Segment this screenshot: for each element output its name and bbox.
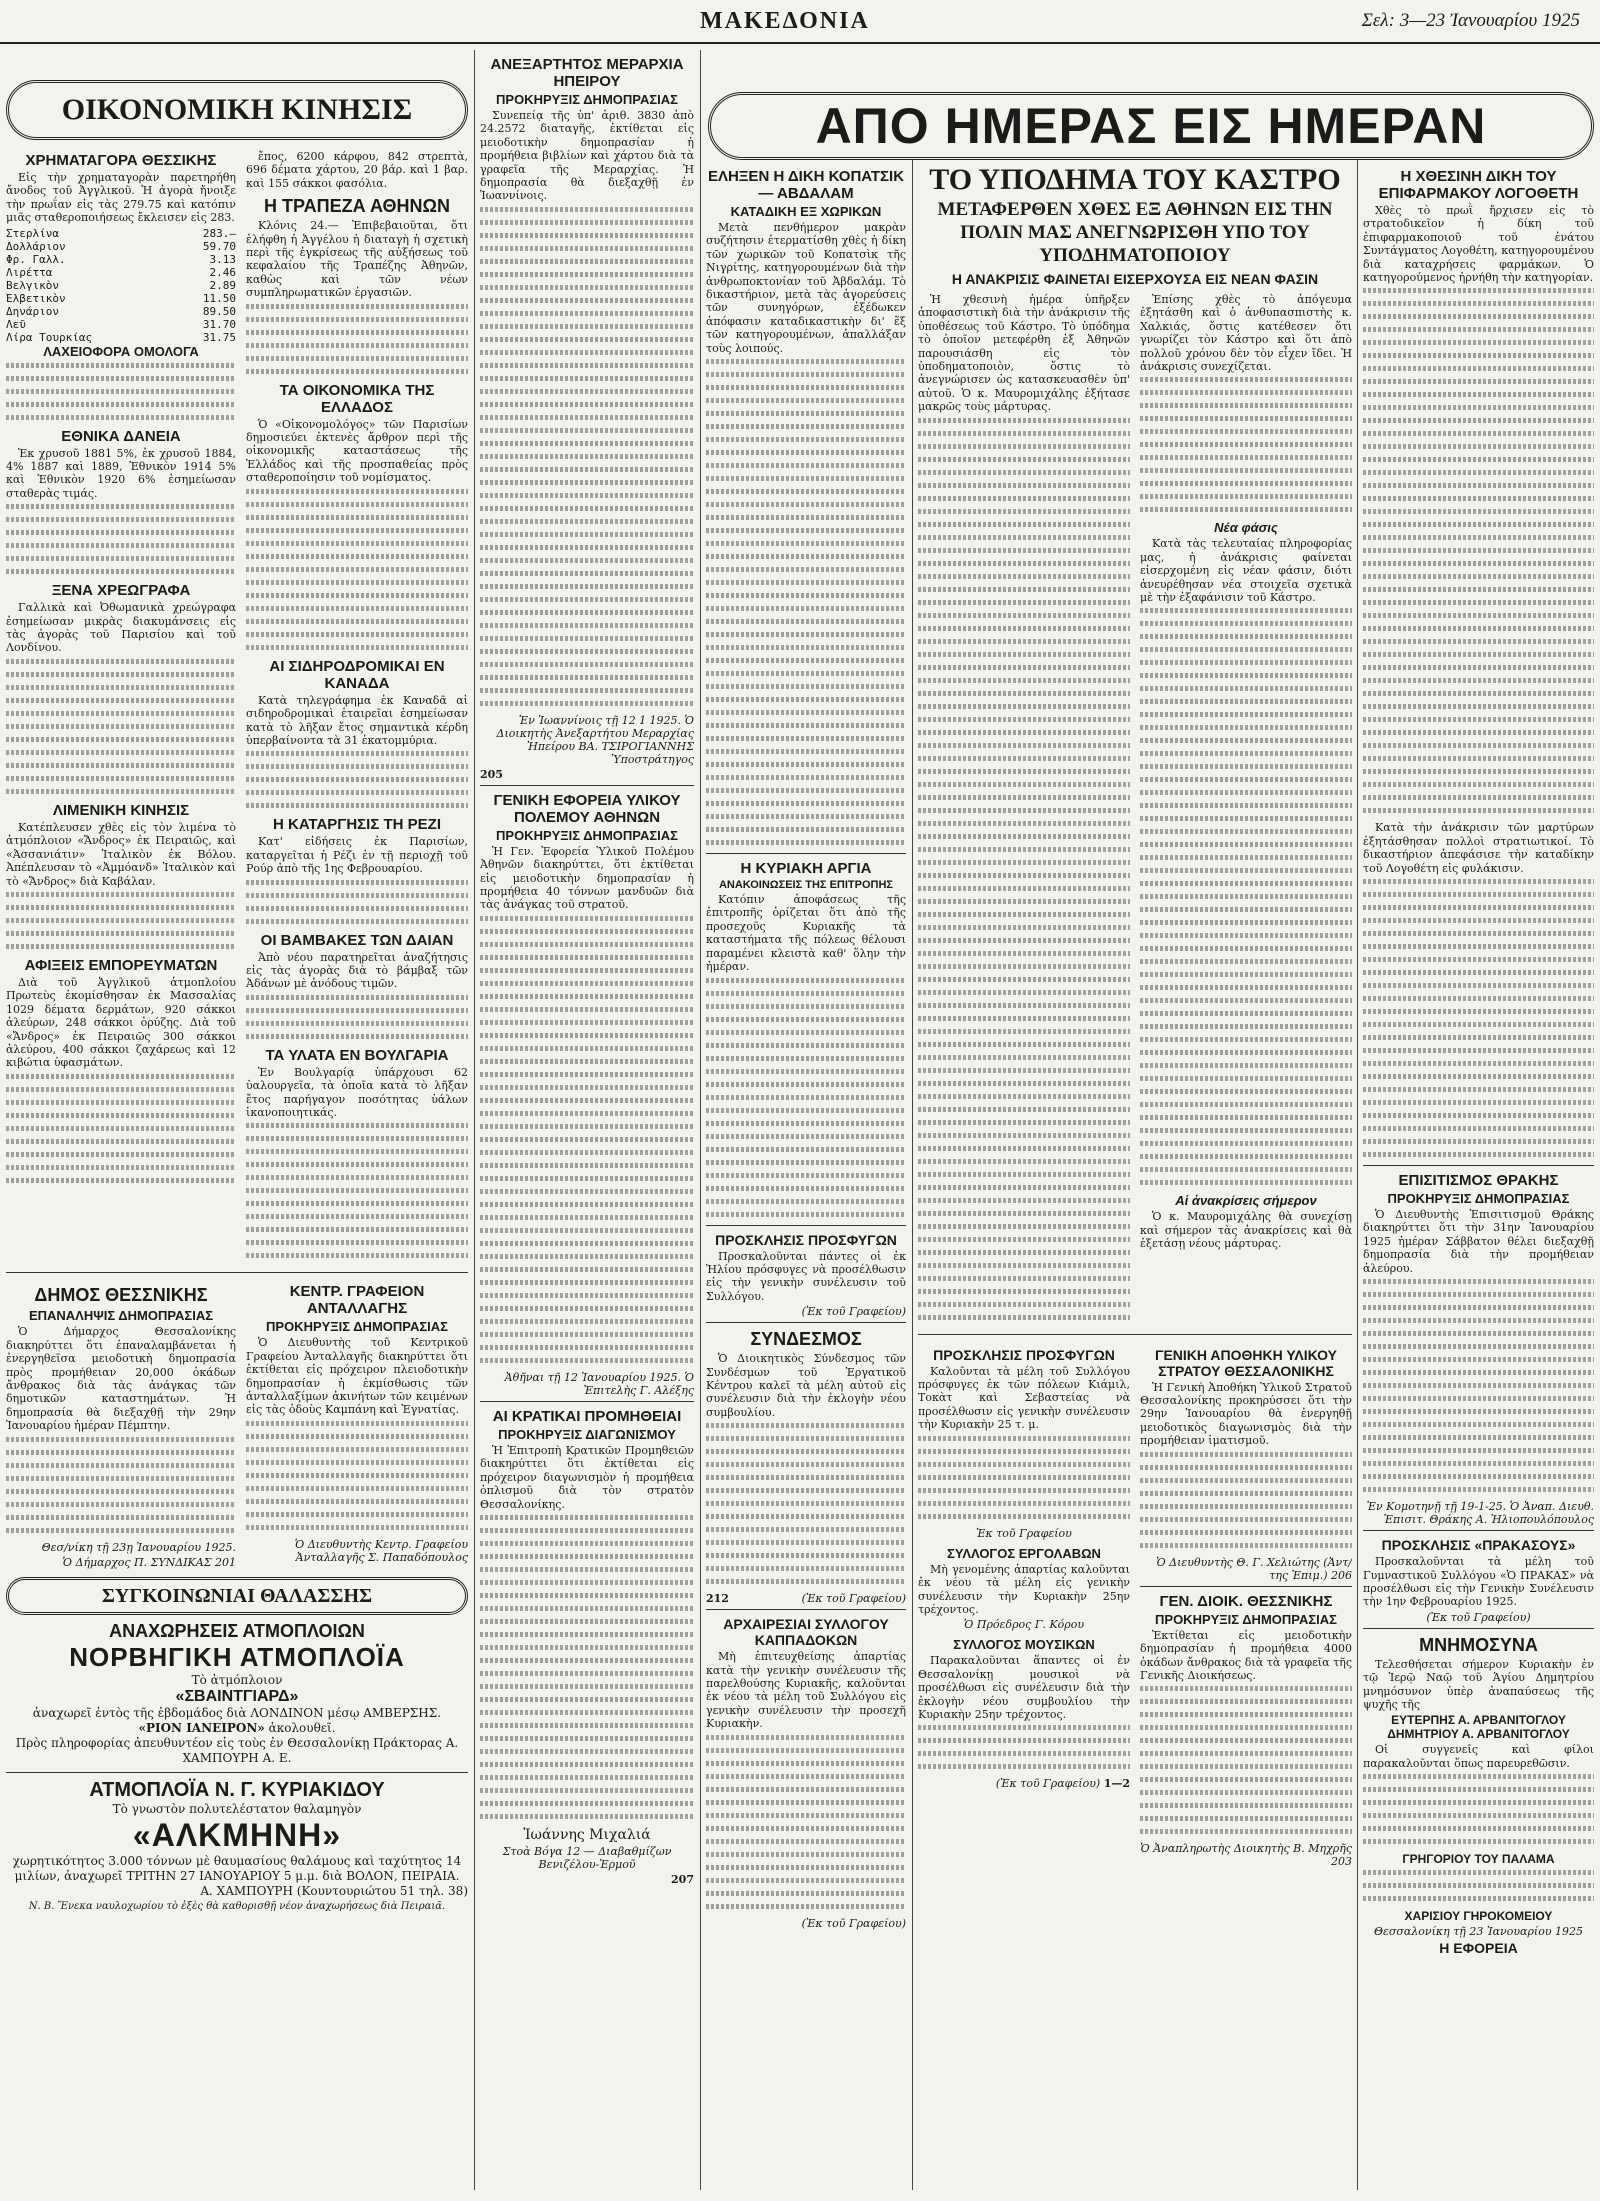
rate-row: Δηνάριον 89.50 bbox=[6, 304, 236, 318]
section-banner: ΑΠΟ ΗΜΕΡΑΣ ΕΙΣ ΗΜΕΡΑΝ bbox=[708, 92, 1594, 160]
divider bbox=[706, 1609, 906, 1610]
epirus-division-title: ΑΝΕΞΑΡΤΗΤΟΣ ΜΕΡΑΡΧΙΑ ΗΠΕΙΡΟΥ bbox=[490, 56, 684, 90]
text-block bbox=[6, 659, 236, 794]
memorials-title: ΜΝΗΜΟΣΥΝΑ bbox=[1419, 1634, 1538, 1655]
state-procurement-subtitle: ΠΡΟΚΗΡΥΞΙΣ ΔΙΑΓΩΝΙΣΜΟΥ bbox=[498, 1426, 676, 1442]
bulgaria-text: Ἐν Βουλγαρίᾳ ὑπάρχουσι 62 ὑαλουργεῖα, τὰ ὁποῖα κατὰ τὸ λῆξαν ἔτος παρήγαγον ποσότητας ὑάλων ἱκανοποιητικάς. bbox=[246, 1065, 468, 1119]
castro-shoe-headline: ΤΟ ΥΠΟΔΗΜΑ ΤΟΥ ΚΑΣΤΡΟ bbox=[929, 163, 1341, 196]
canada-title: ΑΙ ΣΙΔΗΡΟΔΡΟΜΙΚΑΙ ΕΝ ΚΑΝΑΔΑ bbox=[269, 657, 445, 692]
bonds-title: ΕΘΝΙΚΑ ΔΑΝΕΙΑ bbox=[61, 427, 181, 445]
administration-signature: Ὁ Ἀναπληρωτὴς Διοικητὴς Β. Μηχρῆς 203 bbox=[1140, 1842, 1352, 1869]
divider bbox=[706, 853, 906, 854]
cappadocians-elections-text: Μὴ ἐπιτευχθείσης ἀπαρτίας κατὰ τὴν γενικὴν συνέλευσιν τῆς παρελθούσης Κυριακῆς, καλοῦνται ἐκ νέου τὰ μέλη τοῦ Συλλόγου εἰς γενικὴν συνέλευσιν τὴν προσεχῆ Κυριακὴν. bbox=[706, 1650, 906, 1731]
administration-title: ΓΕΝ. ΔΙΟΙΚ. ΘΕΣΣΝΙΚΗΣ bbox=[1159, 1592, 1333, 1610]
rate-row: Λίρα Τουρκίας 31.75 bbox=[6, 330, 236, 344]
refugees-notice-title: ΠΡΟΣΚΛΗΣΙΣ ΠΡΟΣΦΥΓΩΝ bbox=[933, 1346, 1115, 1363]
administration-text: Ἐκτίθεται εἰς μειοδοτικὴν δημοπρασίαν ἡ προμήθεια 4000 ὀκάδων ἄνθρακος διὰ τὰ γραφεῖα τῆς Γενικῆς Διοικήσεως. bbox=[1140, 1628, 1352, 1682]
notice-number: 205 bbox=[480, 767, 503, 781]
association-title: ΣΥΝΔΕΣΜΟΣ bbox=[750, 1329, 862, 1350]
norwegian-line-title: ΝΟΡΒΗΓΙΚΗ ΑΤΜΟΠΛΟΪΑ bbox=[69, 1641, 405, 1672]
trial-verdict-title: ΕΛΗΞΕΝ Η ΔΙΚΗ ΚΟΠΑΤΣΙΚ — ΑΒΔΑΛΑΜ bbox=[707, 168, 905, 202]
text-block bbox=[6, 363, 236, 420]
depositions-heading: Αἱ ἀνακρίσεις σήμερον bbox=[1175, 1193, 1317, 1209]
text-block bbox=[246, 304, 468, 374]
bank-intro-text: ἔπος, 6200 κάρφου, 842 στρεπτὰ, 696 δέματα χάρτου, 20 βάρ. καὶ 1 βαρ. καὶ 155 σάκκοι φασόλια. bbox=[246, 150, 468, 190]
second-ship bbox=[6, 1721, 468, 1736]
column-castro-case bbox=[918, 162, 1352, 2190]
new-phase-text: Κατὰ τὰς τελευταίας πληροφορίας μας, ἡ ἀνάκρισις φαίνεται εἰσερχομένη εἰς νέαν φάσιν, διότι ἀνευρέθησαν νέα στοιχεῖα σχετικὰ μὲ τὴν ἐξαφάνισιν τοῦ Κάστρο. bbox=[1140, 537, 1352, 605]
column-divider bbox=[912, 160, 913, 2190]
text-block bbox=[6, 892, 236, 949]
cappadocians-elections-signature: (Ἐκ τοῦ Γραφείου) bbox=[801, 1916, 906, 1930]
municipality-subtitle: ΕΠΑΝΑΛΗΨΙΣ ΔΗΜΟΠΡΑΣΙΑΣ bbox=[28, 1308, 214, 1324]
text-block bbox=[246, 489, 468, 650]
administration-subtitle: ΠΡΟΚΗΡΥΞΙΣ ΔΗΜΟΠΡΑΣΙΑΣ bbox=[1155, 1611, 1337, 1627]
agency-info: Πρὸς πληροφορίας ἀπευθυντέον εἰς τοὺς ἐν Θεσσαλονίκῃ Πράκτορας Α. ΧΑΜΠΟΥΡΗ Α. Ε. bbox=[15, 1735, 459, 1765]
text-block bbox=[6, 1437, 236, 1533]
economy-section-title: ΟΙΚΟΝΟΜΙΚΗ ΚΙΝΗΣΙΣ bbox=[6, 80, 468, 140]
column-notices bbox=[480, 50, 694, 2190]
new-phase-heading: Νέα φάσις bbox=[1214, 520, 1278, 536]
pharmacist-trial-title: Η ΧΘΕΣΙΝΗ ΔΙΚΗ ΤΟΥ ΕΠΙΦΑΡΜΑΚΟΥ ΛΟΓΟΘΕΤΗ bbox=[1378, 168, 1579, 202]
exchange-rates bbox=[6, 227, 236, 344]
text-block bbox=[1140, 1452, 1352, 1548]
second-ship-name: «ΡΙΟΝ ΙΑΝΕΙΡΟΝ» bbox=[138, 1720, 265, 1735]
musicians-signature: (Ἐκ τοῦ Γραφείου) 1—2 bbox=[995, 1777, 1130, 1791]
contractors-text: Μὴ γενομένης ἀπαρτίας καλοῦνται ἐκ νέου τὰ μέλη εἰς γενικὴν συνέλευσιν τὴν Κυριακὴν 25ην τρέχοντος. bbox=[918, 1562, 1130, 1616]
memorials-date: Θεσσαλονίκη τῇ 23 Ἰανουαρίου 1925 bbox=[1373, 1925, 1584, 1939]
municipality-signature: Ὁ Δήμαρχος Π. ΣΥΝΔΙΚΑΣ 201 bbox=[62, 1555, 236, 1569]
rate-row: Βελγικὸν 2.89 bbox=[6, 278, 236, 292]
divider bbox=[6, 1772, 468, 1773]
column-divider bbox=[1357, 160, 1358, 2190]
alkmini-ship-name: «ΑΛΚΜΗΝΗ» bbox=[132, 1816, 342, 1853]
refugees-notice-signature: Ἐκ τοῦ Γραφείου bbox=[976, 1526, 1072, 1540]
epirus-text: Συνεπείᾳ τῆς ὑπ' ἀριθ. 3830 ἀπὸ 24.2572 διαταγῆς, ἐκτίθεται εἰς μειοδοτικὴν δημοπρασίαν ἡ προμήθεια βιβλίων καὶ χάρτου διὰ τὰ γραφεῖα τῆς Μεραρχίας. Ἡ δημοπρασία θὰ διεξαχθῇ ἐν Ἰωαννίνοις. bbox=[480, 109, 694, 203]
ship-name: «ΣΒΑΙΝΤΓΙΑΡΔ» bbox=[175, 1687, 299, 1705]
column-divider bbox=[474, 50, 475, 2190]
text-block bbox=[706, 1735, 906, 1909]
refugees-call-title: ΠΡΟΣΚΛΗΣΙΣ ΠΡΟΣΦΥΓΩΝ bbox=[715, 1231, 897, 1248]
text-block bbox=[1363, 288, 1594, 813]
musicians-text: Παρακαλοῦνται ἅπαντες οἱ ἐν Θεσσαλονίκῃ μουσικοὶ νὰ προσέλθωσι εἰς συνέλευσιν διὰ τὴν ἐκλογὴν νέου συμβουλίου τὴν Κυριακὴν 25ην τρέχοντος. bbox=[918, 1654, 1130, 1721]
text-block bbox=[1363, 879, 1594, 1157]
ship-route: ἀναχωρεῖ ἐντὸς τῆς ἑβδομάδος διὰ ΛΟΝΔΙΝΟΝ μέσῳ ΑΜΒΕΡΣΗΣ. bbox=[32, 1705, 442, 1720]
column-divider bbox=[700, 50, 701, 2190]
notice-number: 207 bbox=[671, 1872, 694, 1886]
notice-number: 212 bbox=[706, 1592, 729, 1606]
sunday-rest-text: Κατόπιν ἀποφάσεως τῆς ἐπιτροπῆς ὁρίζεται ὅτι ἀπὸ τῆς προσεχοῦς Κυριακῆς τὰ καταστήματα τῆς πόλεως θέλουσι παραμένει κλειστὰ καθ' ὅλην τὴν ἡμέραν. bbox=[706, 893, 906, 974]
market-text: Εἰς τὴν χρηματαγορὰν παρετηρήθη ἄνοδος τοῦ Ἀγγλικοῦ. Ἡ ἀγορὰ ἤνοιξε τὴν πρωΐαν εἰς τὰς 279.75 καὶ κατόπιν μιᾶς σταθεροποιήσεως ἔκλεισεν εἰς 283. bbox=[6, 171, 236, 225]
prakas-call-signature: (Ἐκ τοῦ Γραφείου) bbox=[1426, 1610, 1531, 1624]
imports-title: ΑΦΙΞΕΙΣ ΕΜΠΟΡΕΥΜΑΤΩΝ bbox=[24, 956, 218, 974]
pharmacist-trial-text-2: Κατὰ τὴν ἀνάκρισιν τῶν μαρτύρων ἐξητάσθησαν πολλοὶ στρατιωτικοί. Τὸ δικαστήριον ἀπεφάσισε τὴν καταδίκην τοῦ Λογοθέτη εἰς φυλάκισιν. bbox=[1363, 821, 1594, 875]
masthead bbox=[0, 0, 1600, 56]
text-block bbox=[706, 978, 906, 1217]
market-title: ΧΡΗΜΑΤΑΓΟΡΑ ΘΕΣΣΙΚΗΣ bbox=[25, 152, 217, 169]
text-block bbox=[706, 1423, 906, 1584]
text-block bbox=[706, 359, 906, 845]
departures-title: ΑΝΑΧΩΡΗΣΕΙΣ ΑΤΜΟΠΛΟΙΩΝ bbox=[109, 1620, 365, 1641]
text-block bbox=[6, 1074, 236, 1183]
divider bbox=[1363, 1628, 1594, 1629]
castro-story-right: Ἐπίσης χθὲς τὸ ἀπόγευμα ἐξητάσθη καὶ ὁ ἀνθυπασπιστὴς κ. Χαλκιάς, ὅστις κατέθεσεν ὅτι γνωρίζει τὸν Κάστρο καὶ ὅτι ἀπὸ πολλοῦ χρόνου δὲν τὸν εἶχεν ἴδει. Ἡ ἀνάκρισις συνεχίζεται. bbox=[1140, 293, 1352, 374]
foreign-securities-text: Γαλλικὰ καὶ Ὀθωμανικὰ χρεώγραφα ἐσημείωσαν μικρὰς διακυμάνσεις εἰς τὰς ἀγορὰς τοῦ Παρισίου καὶ τοῦ Λονδίνου. bbox=[6, 601, 236, 655]
refugees-call-signature: (Ἐκ τοῦ Γραφείου) bbox=[801, 1305, 906, 1319]
prakas-call-title: ΠΡΟΣΚΛΗΣΙΣ «ΠΡΑΚΑΣΟΥΣ» bbox=[1381, 1537, 1576, 1554]
memorial-name: ΓΡΗΓΟΡΙΟΥ ΤΟΥ ΠΑΛΑΜΑ bbox=[1402, 1852, 1555, 1867]
divider bbox=[706, 1225, 906, 1226]
epirus-subtitle: ΠΡΟΚΗΡΥΞΙΣ ΔΗΜΟΠΡΑΣΙΑΣ bbox=[496, 92, 678, 107]
war-material-text: Ἡ Γεν. Ἐφορεία Ὑλικοῦ Πολέμου Ἀθηνῶν διακηρύττει, ὅτι ἐκτίθεται εἰς μειοδοτικὴν δημοπρασίαν ἡ προμήθεια 40 τόννων μανδυῶν διὰ τὰς ἀνάγκας τοῦ στρατοῦ. bbox=[480, 844, 694, 912]
memorials-text: Τελεσθήσεται σήμερον Κυριακὴν ἐν τῷ Ἱερῷ Ναῷ τοῦ Ἁγίου Δημητρίου μνημόσυνον ὑπὲρ ἀναπαύσεως τῆς ψυχῆς τῆς bbox=[1363, 1657, 1594, 1711]
state-procurement-text: Ἡ Ἐπιτροπὴ Κρατικῶν Προμηθειῶν διακηρύττει ὅτι ἐκτίθεται εἰς πρόχειρον διαγωνισμὸν ἡ προμήθεια ὀπλισμοῦ διὰ τὸν στρατὸν Θεσσαλονίκης. bbox=[480, 1443, 694, 1511]
exchange-office-title: ΚΕΝΤΡ. ΓΡΑΦΕΙΟΝ ΑΝΤΑΛΛΑΓΗΣ bbox=[289, 1283, 425, 1318]
page-date: Σελ: 3—23 Ἰανουαρίου 1925 bbox=[1361, 10, 1580, 31]
thrace-supply-signature: Ἐν Κομοτηνῇ τῇ 19-1-25. Ὁ Ἀναπ. Διευθ. Ἐπισιτ. Θράκης Α. Ἡλιοπουλόπουλος bbox=[1366, 1500, 1594, 1527]
divider bbox=[1363, 1530, 1594, 1531]
contractors-title: ΣΥΛΛΟΓΟΣ ΕΡΓΟΛΑΒΩΝ bbox=[947, 1545, 1101, 1561]
rate-row: Δολλάριον 59.70 bbox=[6, 239, 236, 253]
sunday-rest-title: Η ΚΥΡΙΑΚΗ ΑΡΓΙΑ bbox=[740, 860, 872, 878]
text-block bbox=[1140, 1686, 1352, 1834]
cotton-title: ΟΙ ΒΑΜΒΑΚΕΣ ΤΩΝ ΔΑΙΑΝ bbox=[260, 931, 454, 949]
imports-text: Διὰ τοῦ Ἀγγλικοῦ ἀτμοπλοίου Πρωτεὺς ἐκομίσθησαν ἐκ Μασσαλίας 1029 δέματα δερμάτων, 920 σάκκοι ἀλεύρων, 248 σάκκοι ὀρύζης. Διὰ τοῦ «Ἄνδρος» ἐκ Πειραιῶς 300 σάκκοι ἀλεύρου, 400 σάκκοι ζαχάρεως καὶ 12 κιβώτια ὑφασμάτων. bbox=[6, 975, 236, 1070]
masthead-rule bbox=[0, 42, 1600, 44]
column-trial bbox=[1363, 162, 1594, 2190]
ruhr-title: Η ΚΑΤΑΡΓΗΣΙΣ ΤΗ ΡΕΖΙ bbox=[273, 816, 441, 834]
castro-story-left: Ἡ χθεσινὴ ἡμέρα ὑπῆρξεν ἀποφασιστικὴ διὰ τὴν ἀνάκρισιν τῆς ὑποθέσεως τοῦ Κάστρο. Τὸ ὑπόδημα τὸ ὁποῖον μετεφέρθη ἐξ Ἀθηνῶν παρουσιάσθη εἰς τὸν ὑποδηματοποιὸν, ὅστις τὸ ἀνεγνώρισεν ὡς κατασκευασθὲν ὑπ' αὐτοῦ. Ὁ κ. Μαυρομιχάλης ἐξήτασε μακρῶς τοὺς μάρτυρας. bbox=[918, 293, 1130, 414]
memorials-signature: Η ΕΦΟΡΕΙΑ bbox=[1439, 1940, 1518, 1957]
divider bbox=[480, 785, 694, 786]
newspaper-name: ΜΑΚΕΔΟΝΙΑ bbox=[700, 8, 870, 34]
bank-title: Η ΤΡΑΠΕΖΑ ΑΘΗΝΩΝ bbox=[264, 196, 450, 217]
text-block bbox=[1363, 1774, 1594, 1844]
castro-shoe-subheadline: ΜΕΤΑΦΕΡΘΕΝ ΧΘΕΣ ΕΞ ΑΘΗΝΩΝ ΕΙΣ ΤΗΝ ΠΟΛΙΝ ΜΑΣ ΑΝΕΓΝΩΡΙΣΘΗ ΥΠΟ ΤΟΥ ΥΠΟΔΗΜΑΤΟΠΟΙΟΥ bbox=[937, 199, 1333, 266]
exchange-office-text: Ὁ Διευθυντὴς τοῦ Κεντρικοῦ Γραφείου Ἀνταλλαγῆς διακηρύττει ὅτι ἐκτίθεται εἰς πρόχειρον πλειοδοτικὴν δημοπρασίαν ἡ ἐκμίσθωσις τῶν ἀνταλλαξίμων ἀκινήτων τῶν κειμένων εἰς τὰς ὁδοὺς Καμπάνη καὶ Ἐγνατίας. bbox=[246, 1336, 468, 1417]
column-economy bbox=[6, 50, 468, 2190]
municipality-title: ΔΗΜΟΣ ΘΕΣΣΝΙΚΗΣ bbox=[34, 1285, 208, 1306]
canada-text: Κατὰ τηλεγράφημα ἐκ Καναδᾶ αἱ σιδηροδρομικαὶ ἑταιρεῖαι ἐσημείωσαν κατὰ τὸ λῆξαν ἔτος σημαντικὰ κέρδη ὑπερβαίνοντα τὰ 31 ἑκατομμύρια. bbox=[246, 693, 468, 747]
refugees-call-text: Προσκαλοῦνται πάντες οἱ ἐκ Ἠλίου πρόσφυγες νὰ προσέλθωσιν εἰς τὴν γενικὴν συνέλευσιν τοῦ Συλλόγου. bbox=[706, 1249, 906, 1303]
pharmacist-trial-text: Χθὲς τὸ πρωῒ ἤρχισεν εἰς τὸ στρατοδικεῖον ἡ δίκη τοῦ ἐπιφαρμακοποιοῦ τοῦ ἐνάτου Συντάγματος Λογοθέτη, κατηγορουμένου διὰ καταχρήσεις φαρμάκων. Ὁ κατηγορούμενος ἠρνήθη τὴν κατηγορίαν. bbox=[1363, 204, 1594, 285]
municipality-text: Ὁ Δήμαρχος Θεσσαλονίκης διακηρύττει ὅτι ἐπαναλαμβάνεται ἡ ἐνεργηθεῖσα μειοδοτικὴ δημοπρασία πρὸς προμήθειαν 20,000 ὀκάδων ἄνθρακος διὰ τὰς ἀνάγκας τῶν δημοτικῶν καταστημάτων. Ἡ δημοπρασία θὰ διεξαχθῇ τὴν 29ην Ἰανουαρίου ἡμέραν Πέμπτην. bbox=[6, 1325, 236, 1433]
text-block bbox=[6, 504, 236, 574]
association-text: Ὁ Διοικητικὸς Σύνδεσμος τῶν Συνδέσμων τοῦ Ἐργατικοῦ Κέντρου καλεῖ τὰ μέλη αὐτοῦ εἰς συνέλευσιν διὰ τὴν ἐκλογὴν νέου συμβουλίου. bbox=[706, 1352, 906, 1419]
rate-row: Ἑλβετικὸν 11.50 bbox=[6, 291, 236, 305]
thrace-supply-title: ΕΠΙΣΙΤΙΣΜΟΣ ΘΡΑΚΗΣ bbox=[1398, 1172, 1559, 1190]
column-local-news bbox=[706, 162, 906, 2190]
thrace-supply-text: Ὁ Διευθυντὴς Ἐπισιτισμοῦ Θράκης διακηρύττει ὅτι τὴν 31ην Ἰανουαρίου 1925 ἡμέραν Σάββατον θέλει διεξαχθῇ δημοπρασία διὰ τὴν προμήθειαν ἀλεύρου. bbox=[1363, 1208, 1594, 1275]
text-block bbox=[246, 995, 468, 1039]
trial-verdict-text: Μετὰ πενθήμερον μακρὰν συζήτησιν ἐτερματίσθη χθὲς ἡ δίκη τῶν χωρικῶν τοῦ Κοπατσὶκ τῆς Νιγρίτης, κατηγορουμένων διὰ τὴν ἀνθρωποκτονίαν τοῦ Ἀβδαλάμ. Τὸ δικαστήριον, μετὰ τὰς ἀγορεύσεις τῶν συνηγόρων, ἐξέδωκεν ἀπόφασιν καταδικαστικὴν δι' ἕξ τῶν κατηγορουμένων, ἀπαλλάξαν τοὺς λοιπούς. bbox=[706, 221, 906, 355]
lawyer-signature: Ἰωάννης Μιχαλιά bbox=[523, 1826, 651, 1843]
war-material-subtitle: ΠΡΟΚΗΡΥΞΙΣ ΔΗΜΟΠΡΑΣΙΑΣ bbox=[496, 827, 678, 843]
sunday-rest-subtitle: ΑΝΑΚΟΙΝΩΣΕΙΣ ΤΗΣ ΕΠΙΤΡΟΠΗΣ bbox=[718, 879, 894, 892]
text-block bbox=[1363, 1870, 1594, 1901]
alkmini-details: χωρητικότητος 3.000 τόννων μὲ θαυμασίους θαλάμους καὶ ταχύτητος 14 μιλίων, ἀναχωρεῖ ΤΡΙΤΗΝ 27 ΙΑΝΟΥΑΡΙΟΥ 5 μ.μ. διὰ ΒΟΛΟΝ, ΠΕΙΡΑΙΑ. bbox=[12, 1853, 462, 1883]
text-block bbox=[918, 418, 1130, 1320]
bonds-lottery-title: ΛΑΧΕΙΟΦΟΡΑ ΟΜΟΛΟΓΑ bbox=[43, 343, 199, 359]
memorials-text-2: Οἱ συγγενεῖς καὶ φίλοι παρακαλοῦνται ὅπως παρευρεθῶσιν. bbox=[1363, 1743, 1594, 1770]
divider bbox=[1363, 1165, 1594, 1166]
state-procurement-title: ΑΙ ΚΡΑΤΙΚΑΙ ΠΡΟΜΗΘΕΙΑΙ bbox=[492, 1407, 682, 1425]
text-block bbox=[1363, 1279, 1594, 1492]
bank-text: Κλόνις 24.— Ἐπιβεβαιοῦται, ὅτι ἐλήφθη ἡ Ἀγγέλου ἡ διαταγὴ ἡ σχετικὴ περὶ τῆς ἐγκρίσεως τῆς αὐξήσεως τοῦ κεφαλαίου τῆς Τραπέζης Ἀθηνῶν, καθὼς καὶ τῶν νέων συμπληρωματικῶν ἐργασιῶν. bbox=[246, 219, 468, 300]
association-signature: 212 (Ἐκ τοῦ Γραφείου) bbox=[706, 1592, 906, 1606]
contractors-signature: Ὁ Πρόεδρος Γ. Κόρου bbox=[963, 1618, 1085, 1632]
rate-row: Στερλίνα 283.— bbox=[6, 226, 236, 240]
divider bbox=[1140, 1586, 1352, 1587]
divider bbox=[6, 1272, 468, 1273]
second-ship-note: ἀκολουθεῖ. bbox=[268, 1720, 336, 1735]
war-material-title: ΓΕΝΙΚΗ ΕΦΟΡΕΙΑ ΥΛΙΚΟΥ ΠΟΛΕΜΟΥ ΑΘΗΝΩΝ bbox=[493, 791, 681, 826]
memorial-name: ΧΑΡΙΣΙΟΥ ΓΗΡΟΚΟΜΕΙΟΥ bbox=[1404, 1909, 1553, 1924]
prakas-call-text: Προσκαλοῦνται τὰ μέλη τοῦ Γυμναστικοῦ Συλλόγου «Ὁ ΠΡΑΚΑΣ» νὰ προσέλθωσι εἰς τὴν Γενικὴν Συνέλευσιν τὴν 1ην Φεβρουαρίου 1925. bbox=[1363, 1555, 1594, 1609]
memorial-name: ΔΗΜΗΤΡΙΟΥ Α. ΑΡΒΑΝΙΤΟΓΛΟΥ bbox=[1387, 1727, 1570, 1742]
war-material-signature: Ἀθῆναι τῇ 12 Ἰανουαρίου 1925. Ὁ Ἐπιτελὴς Γ. Αλέξης bbox=[504, 1370, 694, 1397]
lawyer-address: Στοὰ Βόγα 12 — Διαβαθμίζων Βενιζέλου-Ἑρμοῦ bbox=[502, 1844, 672, 1871]
text-block bbox=[918, 1436, 1130, 1519]
divider bbox=[918, 1334, 1352, 1335]
thrace-supply-subtitle: ΠΡΟΚΗΡΥΞΙΣ ΔΗΜΟΠΡΑΣΙΑΣ bbox=[1387, 1191, 1570, 1207]
exchange-office-subtitle: ΠΡΟΚΗΡΥΞΙΣ ΔΗΜΟΠΡΑΣΙΑΣ bbox=[266, 1319, 448, 1335]
bulgaria-title: ΤΑ ΥΛΑΤΑ ΕΝ ΒΟΥΛΓΑΡΙΑ bbox=[265, 1046, 449, 1064]
ship-intro: Τὸ ἀτμόπλοιον bbox=[191, 1672, 283, 1687]
municipality-date: Θεσ/νίκη τῇ 23ῃ Ἰανουαρίου 1925. bbox=[41, 1540, 236, 1554]
army-depot-text: Ἡ Γενικὴ Ἀποθήκη Ὑλικοῦ Στρατοῦ Θεσσαλονίκης προκηρύσσει ὅτι τὴν 29ην Ἰανουαρίου θὰ ἐνεργηθῇ μειοδοτικὸς διαγωνισμὸς διὰ τὴν προμήθειαν ἱματισμοῦ. bbox=[1140, 1380, 1352, 1448]
army-depot-title: ΓΕΝΙΚΗ ΑΠΟΘΗΚΗ ΥΛΙΚΟΥ ΣΤΡΑΤΟΥ ΘΕΣΣΑΛΟΝΙΚΗΣ bbox=[1155, 1346, 1337, 1379]
rate-row: Λεῦ 31.70 bbox=[6, 317, 236, 331]
text-block bbox=[1140, 608, 1352, 1185]
bonds-text: Ἐκ χρυσοῦ 1881 5%, ἐκ χρυσοῦ 1884, 4% 1887 καὶ 1889, Ἐθνικὸν 1914 5% καὶ Ἐθνικὸν 1920 6% ἐσημείωσαν σταθερὰς τιμάς. bbox=[6, 446, 236, 500]
greek-economy-title: ΤΑ ΟΙΚΟΝΟΜΙΚΑ ΤΗΣ ΕΛΛΑΔΟΣ bbox=[279, 381, 435, 416]
army-depot-signature: Ὁ Διευθυντὴς Θ. Γ. Χελιώτης (Ἀντ/της Ἐπιμ.) 206 bbox=[1156, 1555, 1352, 1582]
notice-number: 1—2 bbox=[1103, 1777, 1130, 1791]
kyriakidis-line-title: ΑΤΜΟΠΛΟΪΑ Ν. Γ. ΚΥΡΙΑΚΙΔΟΥ bbox=[89, 1778, 385, 1801]
divider bbox=[480, 1401, 694, 1402]
alkmini-note: Ν. Β. Ἕνεκα ναυλοχωρίου τὸ ἐξὲς θὰ καθορισθῇ νέον ἀναχωρήσεως διὰ Πειραιᾶ. bbox=[28, 1900, 446, 1912]
sea-transport-title: ΣΥΓΚΟΙΝΩΝΙΑΙ ΘΑΛΑΣΣΗΣ bbox=[6, 1577, 468, 1615]
exchange-office-signature: Ὁ Διευθυντὴς Κεντρ. Γραφείου Ἀνταλλαγῆς Σ. Παπαδόπουλος bbox=[294, 1537, 468, 1564]
castro-shoe-deck: Η ΑΝΑΚΡΙΣΙΣ ΦΑΙΝΕΤΑΙ ΕΙΣΕΡΧΟΥΣΑ ΕΙΣ ΝΕΑΝ ΦΑΣΙΝ bbox=[951, 271, 1319, 287]
foreign-securities-title: ΞΕΝΑ ΧΡΕΩΓΡΑΦΑ bbox=[51, 582, 191, 600]
text-block bbox=[246, 751, 468, 808]
port-traffic-title: ΛΙΜΕΝΙΚΗ ΚΙΝΗΣΙΣ bbox=[52, 801, 190, 819]
ruhr-text: Κατ' εἰδήσεις ἐκ Παρισίων, καταργεῖται ἡ Ρέζι ἐν τῇ περιοχῇ τοῦ Ρούρ ἀπὸ τῆς 1ης Φεβρουαρίου. bbox=[246, 835, 468, 876]
depositions-text: Ὁ κ. Μαυρομιχάλης θὰ συνεχίσῃ καὶ σήμερον τὰς ἀνακρίσεις καὶ θὰ ἐξετάσῃ νέους μάρτυρας. bbox=[1140, 1210, 1352, 1251]
port-traffic-text: Κατέπλευσεν χθὲς εἰς τὸν λιμένα τὸ ἀτμόπλοιον «Ἄνδρος» ἐκ Πειραιῶς, καὶ «Ἀσσανιάτιν» Ἰταλικὸν ἐκ Βόλου. Ἀπέπλευσαν τὸ «Ἀμμόανδ» Ἰταλικὸν καὶ τὸ «Ἄνδρος» διὰ Καβάλαν. bbox=[6, 820, 236, 888]
text-block bbox=[1140, 377, 1352, 512]
musicians-title: ΣΥΛΛΟΓΟΣ ΜΟΥΣΙΚΩΝ bbox=[953, 1637, 1095, 1653]
text-block bbox=[246, 1123, 468, 1258]
text-block bbox=[480, 207, 694, 706]
cappadocians-elections-title: ΑΡΧΑΙΡΕΣΙΑΙ ΣΥΛΛΟΓΟΥ ΚΑΠΠΑΔΟΚΩΝ bbox=[723, 1616, 889, 1649]
cotton-text: Ἀπὸ νέου παρατηρεῖται ἀναζήτησις εἰς τὰς ἀγορὰς διὰ τὸ βάμβαξ τῶν Ἀδάνων μὲ ἀνόδους τιμῶν. bbox=[246, 950, 468, 991]
trial-verdict-subtitle: ΚΑΤΑΔΙΚΗ ΕΞ ΧΩΡΙΚΩΝ bbox=[730, 204, 882, 219]
epirus-signature: Ἐν Ἰωαννίνοις τῇ 12 1 1925. Ὁ Διοικητὴς Ἀνεξαρτήτου Μεραρχίας Ἠπείρου ΒΑ. ΤΣΙΡΟΓΙΑΝΝΗΣ Ὑποστράτηγος bbox=[496, 713, 694, 766]
greek-economy-text: Ὁ «Οἰκονομολόγος» τῶν Παρισίων δημοσιεύει ἐκτενὲς ἄρθρον περὶ τῆς οἰκονομικῆς καταστάσεως τῆς Ἑλλάδος καὶ τῆς προσπαθείας πρὸς σταθεροποίησιν τοῦ νομίσματος. bbox=[246, 417, 468, 485]
alkmini-agent: Α. ΧΑΜΠΟΥΡΗ (Κουντουριώτου 51 τηλ. 38) bbox=[200, 1883, 468, 1898]
rate-row: Λιρέττα 2.46 bbox=[6, 265, 236, 279]
refugees-notice-text: Καλοῦνται τὰ μέλη τοῦ Συλλόγου πρόσφυγες ἐκ τῶν πόλεων Κιάμιλ, Τοκὰτ καὶ Σεβαστείας νὰ προσέλθωσιν εἰς γενικὴν συνέλευσιν τὴν Κυριακὴν 25 τ. μ. bbox=[918, 1364, 1130, 1432]
text-block bbox=[246, 1421, 468, 1530]
text-block bbox=[480, 916, 694, 1363]
rate-row: Φρ. Γαλλ. 3.13 bbox=[6, 252, 236, 266]
divider bbox=[706, 1322, 906, 1323]
memorial-name: ΕΥΤΕΡΠΗΣ Α. ΑΡΒΑΝΙΤΟΓΛΟΥ bbox=[1391, 1713, 1566, 1728]
kyriakidis-intro: Τὸ γνωστὸν πολυτελέστατον θαλαμηγὸν bbox=[112, 1801, 362, 1816]
text-block bbox=[480, 1515, 694, 1819]
text-block bbox=[918, 1725, 1130, 1769]
text-block bbox=[246, 880, 468, 924]
